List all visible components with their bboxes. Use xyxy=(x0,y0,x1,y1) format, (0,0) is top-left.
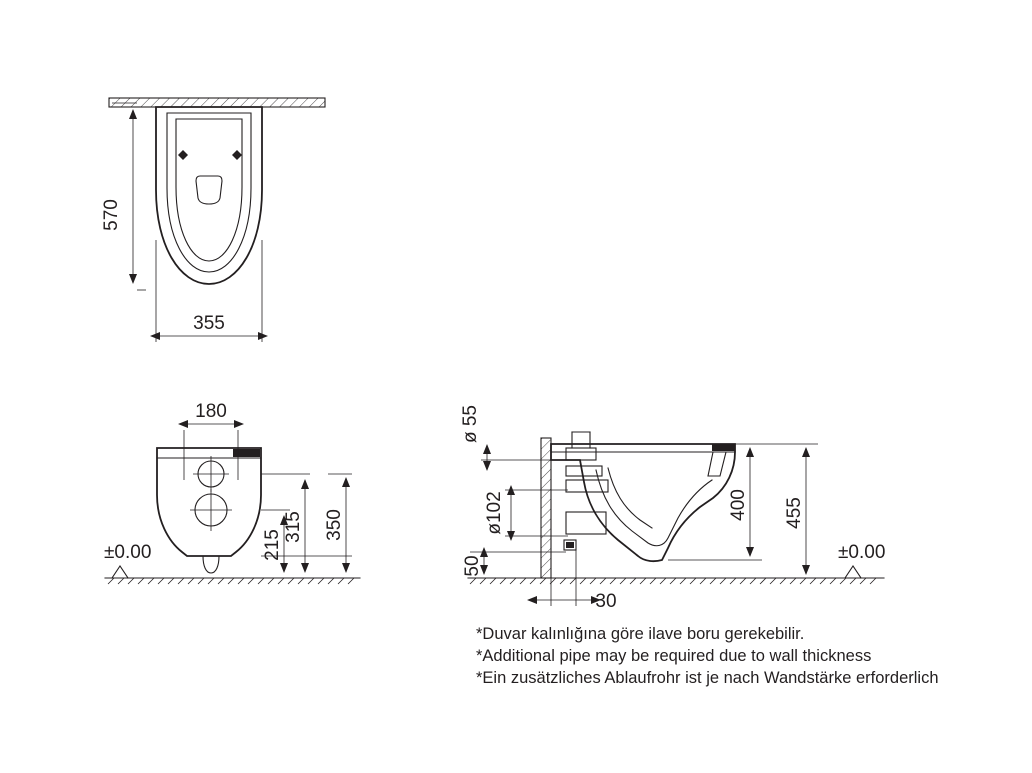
fixing-hole-right xyxy=(232,150,242,160)
dim-355-label: 355 xyxy=(193,313,225,334)
note-line-en: *Additional pipe may be required due to wall thickness xyxy=(476,647,872,665)
dim-570-label: 570 xyxy=(101,199,122,231)
dim-dia55-label: ø 55 xyxy=(460,404,481,444)
side-section-view-group xyxy=(460,405,885,612)
dim-455-label: 455 xyxy=(784,497,805,529)
dim-315-label: 315 xyxy=(283,511,304,543)
dim-30-label: 30 xyxy=(595,591,617,612)
note-line-tr: *Duvar kalınlığına göre ilave boru gerekebilir. xyxy=(476,625,805,643)
datum-left-label: ±0.00 xyxy=(104,542,152,563)
top-view-group xyxy=(101,98,325,342)
dim-350-label: 350 xyxy=(324,509,345,541)
dim-dia102-label: ø102 xyxy=(484,491,505,535)
dim-400-label: 400 xyxy=(728,489,749,521)
front-view-group xyxy=(104,401,360,584)
fixing-hole-left xyxy=(178,150,188,160)
dim-215-label: 215 xyxy=(262,529,283,561)
dim-50-label: 50 xyxy=(462,555,483,577)
dim-180-label: 180 xyxy=(195,401,227,422)
note-line-de: *Ein zusätzliches Ablaufrohr ist je nach Wandstärke erforderlich xyxy=(476,669,939,687)
notes-block xyxy=(476,623,1016,689)
datum-right-label: ±0.00 xyxy=(838,542,886,563)
